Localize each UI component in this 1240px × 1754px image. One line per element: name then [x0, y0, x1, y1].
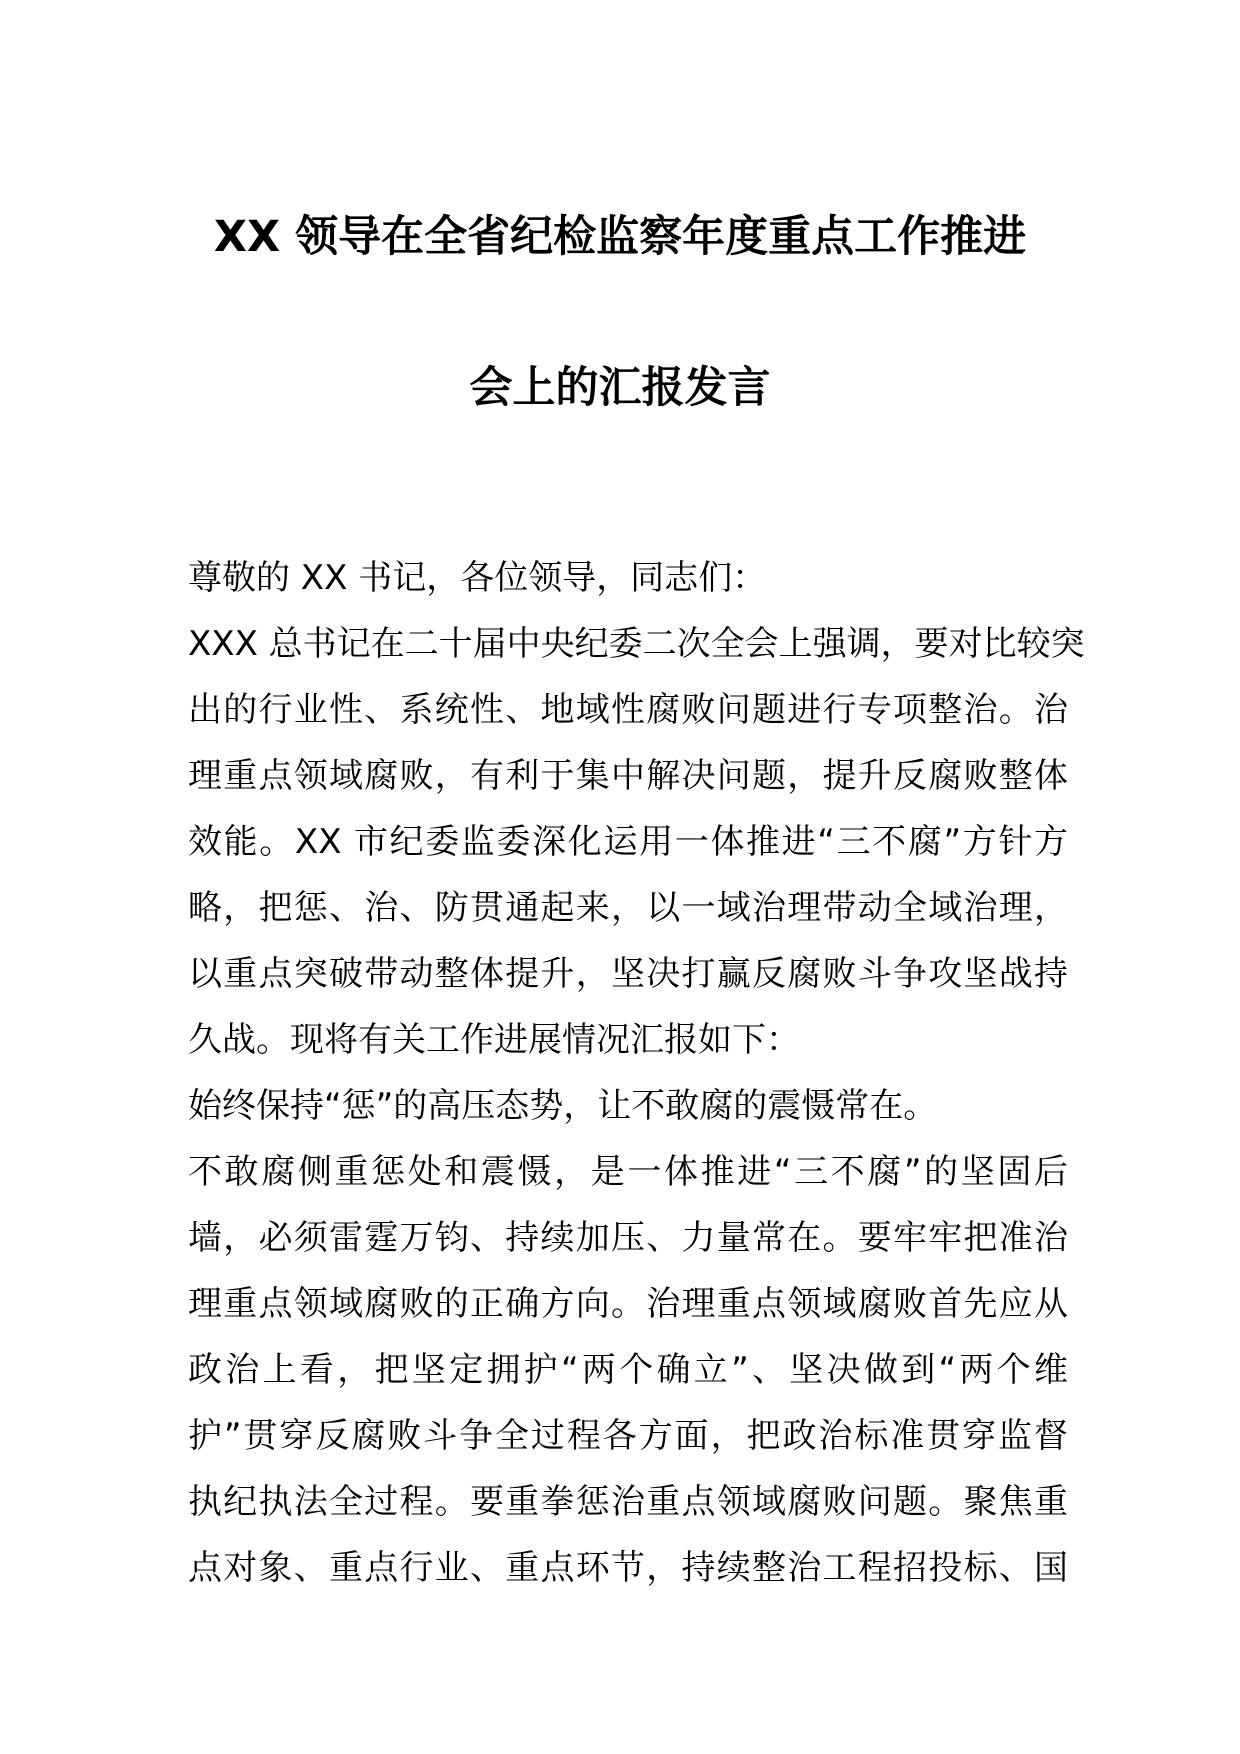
body-line: 理重点领域腐败的正确方向。治理重点领域腐败首先应从	[188, 1284, 1068, 1324]
body-line: 效能。XX 市纪委监委深化运用一体推进“三不腐”方针方	[188, 822, 1068, 862]
body-line: 政治上看，把坚定拥护“两个确立”、坚决做到“两个维	[188, 1350, 1068, 1390]
body-line: 以重点突破带动整体提升，坚决打赢反腐败斗争攻坚战持	[188, 954, 1068, 994]
body-line: 不敢腐侧重惩处和震慑，是一体推进“三不腐”的坚固后	[188, 1152, 1068, 1192]
body-line: 略，把惩、治、防贯通起来，以一域治理带动全域治理，	[188, 888, 1068, 928]
body-line: 久战。现将有关工作进展情况汇报如下：	[188, 1020, 800, 1060]
body-line: 执纪执法全过程。要重拳惩治重点领域腐败问题。聚焦重	[188, 1482, 1068, 1522]
body-line: 出的行业性、系统性、地域性腐败问题进行专项整治。治	[188, 690, 1068, 730]
body-line: XXX 总书记在二十届中央纪委二次全会上强调，要对比较突	[188, 624, 1085, 664]
body-line: 护”贯穿反腐败斗争全过程各方面，把政治标准贯穿监督	[188, 1416, 1068, 1456]
document-title-line-2: 会上的汇报发言	[469, 363, 771, 413]
body-line: 墙，必须雷霆万钧、持续加压、力量常在。要牢牢把准治	[188, 1218, 1068, 1258]
document-title-line-1: XX 领导在全省纪检监察年度重点工作推进	[213, 212, 1027, 262]
section-heading-line: 始终保持“惩”的高压态势，让不敢腐的震慑常在。	[188, 1086, 938, 1126]
document-body	[188, 545, 1085, 1601]
body-line: 理重点领域腐败，有利于集中解决问题，提升反腐败整体	[188, 756, 1068, 796]
salutation-line: 尊敬的 XX 书记，各位领导，同志们：	[188, 558, 767, 598]
body-line: 点对象、重点行业、重点环节，持续整治工程招投标、国	[188, 1548, 1068, 1588]
